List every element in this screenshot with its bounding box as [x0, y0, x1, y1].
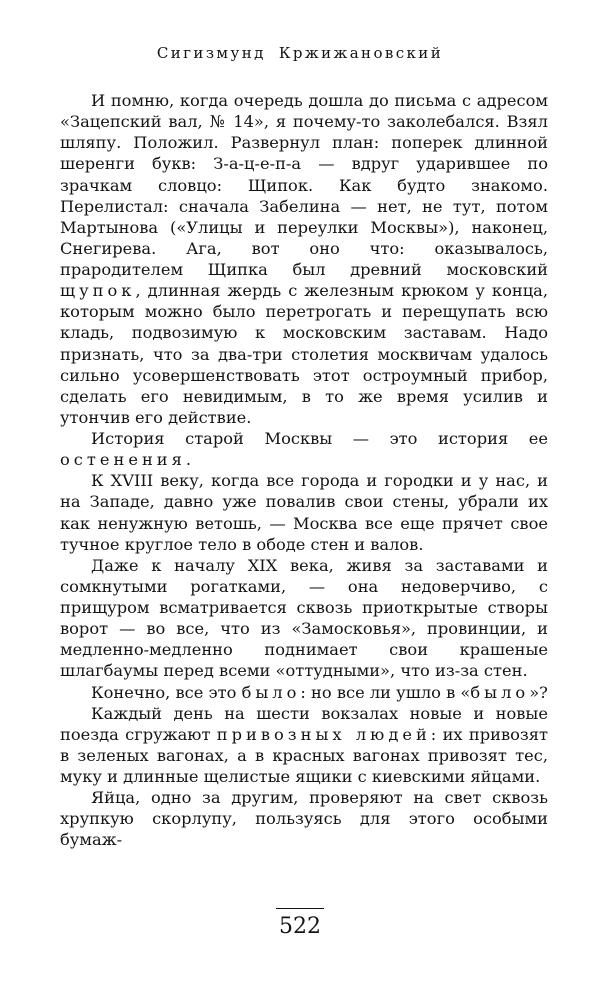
emphasized-text: было [241, 682, 301, 702]
paragraph [60, 90, 548, 428]
text-run: . [185, 450, 192, 470]
paragraph [60, 470, 548, 555]
paragraph [60, 555, 548, 682]
text-run: Яйца, одно за другим, проверяют на свет сквозь хрупкую скорлупу, пользуясь для этого особыми бумаж- [60, 788, 548, 850]
text-run: : их привозят в зеленых вагонах, а в красных вагонах привозят тес, муку и длинные щелистые ящики с киевскими яйцами. [60, 724, 548, 786]
text-run: Даже к началу XIX века, живя за заставами и сомкнутыми рогатками, — она недоверчиво, с прищуром всматривается сквозь приоткрытые створы ворот — во все, что из «Замосковья», провинции, и медленно-медленно поднимает свои крашеные шлагбаумы перед всеми «оттудными», что из-за стен. [60, 555, 548, 681]
body-text [60, 90, 548, 851]
emphasized-text: остенения [60, 450, 186, 470]
text-run: И помню, когда очередь дошла до письма с адресом «Зацепский вал, № 14», я почему-то заколебался. Взял шляпу. Положил. Развернул план: поперек длинной шеренги букв: З-а-ц-е-п-а — вдруг ударившее по зрачкам словцо: Щипок. Как будто знакомо. Перелистал: сначала Забелина — нет, не тут, потом Мартынова («Улицы и переулки Москвы»), наконец, Снегирева. Ага, вот оно что: оказывалось, прародителем Щипка был древний московский [60, 91, 548, 279]
text-run: История старой Москвы — это история ее [91, 429, 548, 448]
paragraph [60, 787, 548, 850]
text-run: Каждый день на шести вокзалах новые и новые поезда сгружают [60, 703, 548, 744]
emphasized-text: щупок [60, 281, 136, 301]
text-run: , длинная жердь с железным крюком у конца, которым можно было перетрогать и перещупать всю кладь, подвозимую к московским заставам. Надо признать, что за два-три столетия москвичам удалось сильно усовершенствовать этот остроумный прибор, сделать его невидимым, в то же время усилив и утончив его действие. [60, 281, 548, 427]
emphasized-text: было [470, 682, 530, 702]
emphasized-text: привозных людей [216, 724, 431, 744]
paragraph [60, 682, 548, 703]
page-number: 522 [279, 914, 321, 939]
paragraph [60, 703, 548, 788]
text-run: »? [529, 682, 548, 702]
page-number-rule [276, 908, 324, 909]
running-header: Сигизмунд Кржижановский [156, 44, 444, 62]
text-run: Конечно, все это [91, 682, 242, 702]
paragraph [60, 428, 548, 470]
text-run: : но все ли ушло в « [300, 682, 471, 702]
text-run: К XVIII веку, когда все города и городки и у нас, и на Западе, давно уже повалив свои стены, убрали их как ненужную ветошь, — Москва все еще прячет свое тучное круглое тело в ободе стен и валов. [60, 471, 548, 554]
